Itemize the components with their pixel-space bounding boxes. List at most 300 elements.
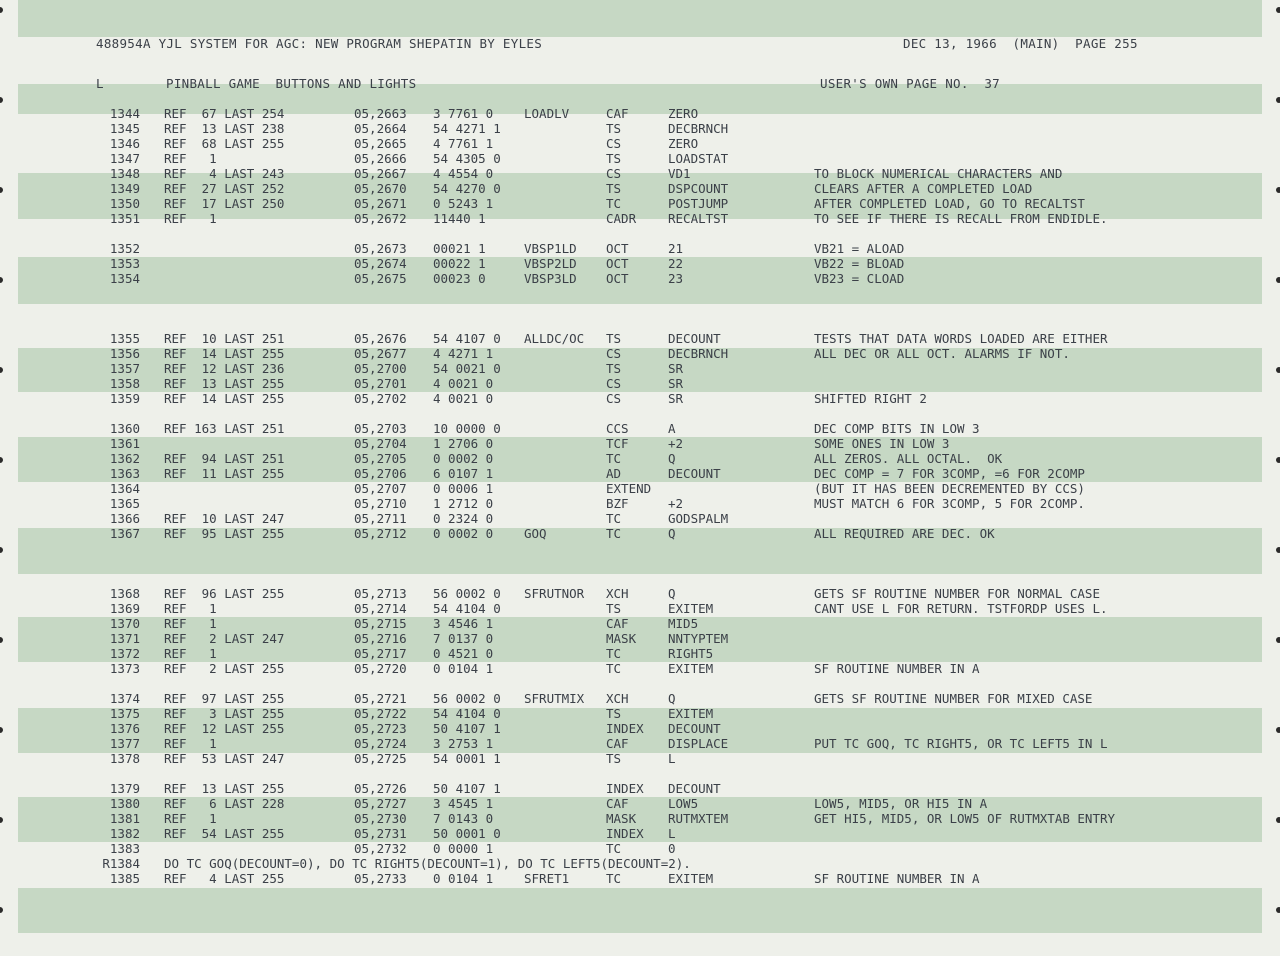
ref-field: REF 17 LAST 250 (164, 196, 285, 211)
listing-line (0, 601, 1280, 616)
operand-field: L (668, 751, 676, 766)
line-number: 1369 (109, 601, 140, 616)
line-number: 1381 (109, 811, 140, 826)
ref-field: REF 12 LAST 236 (164, 361, 285, 376)
addr-field: 05,2717 (354, 646, 407, 661)
line-number: 1362 (109, 451, 140, 466)
operand-field: DISPLACE (668, 736, 729, 751)
code-field: 54 0001 1 (433, 751, 501, 766)
label-field: SFRUTNOR (524, 586, 585, 601)
listing-line (0, 811, 1280, 826)
operand-field: NNTYPTEM (668, 631, 729, 646)
op-field: TS (606, 181, 622, 196)
code-field: 3 7761 0 (433, 106, 494, 121)
ref-field: REF 67 LAST 254 (164, 106, 285, 121)
header-date-page: DEC 13, 1966 (MAIN) PAGE 255 (903, 36, 1138, 51)
addr-field: 05,2676 (354, 331, 407, 346)
addr-field: 05,2706 (354, 466, 407, 481)
comment-field: CANT USE L FOR RETURN. TSTFORDP USES L. (814, 601, 1108, 616)
addr-field: 05,2712 (354, 526, 407, 541)
comment-field: AFTER COMPLETED LOAD, GO TO RECALTST (814, 196, 1085, 211)
ref-field: REF 54 LAST 255 (164, 826, 285, 841)
addr-field: 05,2667 (354, 166, 407, 181)
listing-line (0, 871, 1280, 886)
op-field: TC (606, 841, 622, 856)
ref-field: REF 163 LAST 251 (164, 421, 285, 436)
op-field: AD (606, 466, 622, 481)
operand-field: ZERO (668, 136, 699, 151)
op-field: OCT (606, 256, 629, 271)
line-number: 1358 (109, 376, 140, 391)
label-field: ALLDC/OC (524, 331, 585, 346)
line-number: 1354 (109, 271, 140, 286)
ref-field: REF 13 LAST 238 (164, 121, 285, 136)
line-number: 1373 (109, 661, 140, 676)
addr-field: 05,2663 (354, 106, 407, 121)
listing-line (0, 721, 1280, 736)
label-field: SFRET1 (524, 871, 570, 886)
operand-field: RECALTST (668, 211, 729, 226)
user-page-number: USER'S OWN PAGE NO. 37 (820, 76, 1000, 91)
line-number: 1357 (109, 361, 140, 376)
addr-field: 05,2732 (354, 841, 407, 856)
comment-field: LOW5, MID5, OR HI5 IN A (814, 796, 988, 811)
operand-field: RIGHT5 (668, 646, 714, 661)
code-field: 0 0006 1 (433, 481, 494, 496)
op-field: CS (606, 391, 622, 406)
line-number: 1383 (109, 841, 140, 856)
line-number: 1378 (109, 751, 140, 766)
listing-line (0, 421, 1280, 436)
op-field: CAF (606, 616, 629, 631)
addr-field: 05,2705 (354, 451, 407, 466)
op-field: TS (606, 331, 622, 346)
operand-field: 23 (668, 271, 684, 286)
listing-line (0, 436, 1280, 451)
line-number: 1352 (109, 241, 140, 256)
comment-field: ALL DEC OR ALL OCT. ALARMS IF NOT. (814, 346, 1070, 361)
line-number: 1360 (109, 421, 140, 436)
operand-field: LOW5 (668, 796, 699, 811)
addr-field: 05,2725 (354, 751, 407, 766)
listing-line (0, 166, 1280, 181)
op-field: TS (606, 751, 622, 766)
comment-field: VB21 = ALOAD (814, 241, 905, 256)
code-field: 7 0143 0 (433, 811, 494, 826)
listing-line (0, 256, 1280, 271)
operand-field: L (668, 826, 676, 841)
listing-line (0, 271, 1280, 286)
operand-field: SR (668, 376, 684, 391)
op-field: CS (606, 346, 622, 361)
ref-field: REF 95 LAST 255 (164, 526, 285, 541)
listing-line (0, 586, 1280, 601)
operand-field: DECOUNT (668, 331, 721, 346)
code-field: 4 4554 0 (433, 166, 494, 181)
comment-field: SF ROUTINE NUMBER IN A (814, 871, 980, 886)
op-field: TC (606, 511, 622, 526)
comment-field: ALL REQUIRED ARE DEC. OK (814, 526, 995, 541)
line-number: 1347 (109, 151, 140, 166)
listing-line (0, 526, 1280, 541)
code-field: 4 0021 0 (433, 376, 494, 391)
op-field: MASK (606, 811, 637, 826)
header-program-title: 488954A YJL SYSTEM FOR AGC: NEW PROGRAM SHEPATIN BY EYLES (96, 36, 543, 51)
line-number: R1384 (102, 856, 140, 871)
listing-line (0, 466, 1280, 481)
op-field: CAF (606, 736, 629, 751)
line-number: 1349 (109, 181, 140, 196)
ref-field: REF 53 LAST 247 (164, 751, 285, 766)
line-number: 1359 (109, 391, 140, 406)
addr-field: 05,2674 (354, 256, 407, 271)
addr-field: 05,2675 (354, 271, 407, 286)
op-field: BZF (606, 496, 629, 511)
listing-line (0, 796, 1280, 811)
addr-field: 05,2710 (354, 496, 407, 511)
comment-field: DEC COMP BITS IN LOW 3 (814, 421, 980, 436)
ref-field: REF 10 LAST 247 (164, 511, 285, 526)
addr-field: 05,2666 (354, 151, 407, 166)
listing-line (0, 661, 1280, 676)
code-field: 54 4305 0 (433, 151, 501, 166)
operand-field: Q (668, 691, 676, 706)
code-field: 3 4546 1 (433, 616, 494, 631)
code-field: 4 4271 1 (433, 346, 494, 361)
addr-field: 05,2711 (354, 511, 407, 526)
ref-field: REF 13 LAST 255 (164, 781, 285, 796)
op-field: MASK (606, 631, 637, 646)
line-number: 1377 (109, 736, 140, 751)
operand-field: DSPCOUNT (668, 181, 729, 196)
ref-field: REF 14 LAST 255 (164, 346, 285, 361)
op-field: TS (606, 601, 622, 616)
comment-field: CLEARS AFTER A COMPLETED LOAD (814, 181, 1033, 196)
line-number: 1355 (109, 331, 140, 346)
comment-field: VB22 = BLOAD (814, 256, 905, 271)
ref-field: REF 11 LAST 255 (164, 466, 285, 481)
line-number: 1372 (109, 646, 140, 661)
ref-field: REF 4 LAST 243 (164, 166, 285, 181)
listing-line (0, 841, 1280, 856)
listing-line (0, 106, 1280, 121)
addr-field: 05,2673 (354, 241, 407, 256)
operand-field: 22 (668, 256, 684, 271)
addr-field: 05,2702 (354, 391, 407, 406)
op-field: CS (606, 136, 622, 151)
listing-line (0, 511, 1280, 526)
code-field: 0 0002 0 (433, 451, 494, 466)
code-field: 54 4270 0 (433, 181, 501, 196)
label-field: VBSP1LD (524, 241, 577, 256)
listing-line (0, 826, 1280, 841)
addr-field: 05,2730 (354, 811, 407, 826)
ref-field: REF 13 LAST 255 (164, 376, 285, 391)
addr-field: 05,2715 (354, 616, 407, 631)
line-number: 1370 (109, 616, 140, 631)
listing-line (0, 706, 1280, 721)
operand-field: SR (668, 361, 684, 376)
op-field: TS (606, 361, 622, 376)
label-field: SFRUTMIX (524, 691, 585, 706)
operand-field: Q (668, 526, 676, 541)
listing-line (0, 151, 1280, 166)
addr-field: 05,2723 (354, 721, 407, 736)
operand-field: Q (668, 586, 676, 601)
code-field: 0 4521 0 (433, 646, 494, 661)
ref-field: REF 3 LAST 255 (164, 706, 285, 721)
code-field: 1 2712 0 (433, 496, 494, 511)
comment-field: DEC COMP = 7 FOR 3COMP, =6 FOR 2COMP (814, 466, 1085, 481)
ref-field: REF 2 LAST 247 (164, 631, 285, 646)
operand-field: ZERO (668, 106, 699, 121)
op-field: TS (606, 151, 622, 166)
line-number: 1353 (109, 256, 140, 271)
line-number: 1351 (109, 211, 140, 226)
addr-field: 05,2727 (354, 796, 407, 811)
ref-field: REF 1 (164, 811, 217, 826)
operand-field: DECOUNT (668, 781, 721, 796)
ref-field: REF 10 LAST 251 (164, 331, 285, 346)
op-field: EXTEND (606, 481, 652, 496)
comment-field: MUST MATCH 6 FOR 3COMP, 5 FOR 2COMP. (814, 496, 1085, 511)
addr-field: 05,2704 (354, 436, 407, 451)
addr-field: 05,2713 (354, 586, 407, 601)
listing-line (0, 211, 1280, 226)
label-field: GOQ (524, 526, 547, 541)
ref-field: REF 96 LAST 255 (164, 586, 285, 601)
listing-line (0, 646, 1280, 661)
code-field: 00023 0 (433, 271, 486, 286)
op-field: CCS (606, 421, 629, 436)
operand-field: A (668, 421, 676, 436)
op-field: XCH (606, 691, 629, 706)
code-field: 50 0001 0 (433, 826, 501, 841)
code-field: 56 0002 0 (433, 691, 501, 706)
operand-field: +2 (668, 496, 684, 511)
op-field: TC (606, 646, 622, 661)
listing-line (0, 196, 1280, 211)
op-field: TC (606, 871, 622, 886)
operand-field: MID5 (668, 616, 699, 631)
addr-field: 05,2722 (354, 706, 407, 721)
operand-field: DECBRNCH (668, 121, 729, 136)
line-number: 1348 (109, 166, 140, 181)
ref-field: REF 2 LAST 255 (164, 661, 285, 676)
listing-line (0, 736, 1280, 751)
ref-field: REF 1 (164, 646, 217, 661)
listing-line (0, 751, 1280, 766)
comment-field: SOME ONES IN LOW 3 (814, 436, 950, 451)
addr-field: 05,2664 (354, 121, 407, 136)
addr-field: 05,2716 (354, 631, 407, 646)
ref-field: REF 12 LAST 255 (164, 721, 285, 736)
listing-line (0, 451, 1280, 466)
op-field: INDEX (606, 781, 644, 796)
line-number: 1366 (109, 511, 140, 526)
listing-line (0, 781, 1280, 796)
addr-field: 05,2720 (354, 661, 407, 676)
op-field: TCF (606, 436, 629, 451)
listing-line (0, 241, 1280, 256)
operand-field: DECOUNT (668, 721, 721, 736)
code-field: 56 0002 0 (433, 586, 501, 601)
operand-field: DECOUNT (668, 466, 721, 481)
ref-field: REF 1 (164, 616, 217, 631)
addr-field: 05,2670 (354, 181, 407, 196)
listing-line (0, 481, 1280, 496)
ref-field: REF 1 (164, 151, 217, 166)
ref-field: REF 1 (164, 601, 217, 616)
addr-field: 05,2671 (354, 196, 407, 211)
listing-line (0, 181, 1280, 196)
addr-field: 05,2733 (354, 871, 407, 886)
line-number: 1344 (109, 106, 140, 121)
op-field: TS (606, 121, 622, 136)
listing-line (0, 496, 1280, 511)
code-field: 11440 1 (433, 211, 486, 226)
code-field: 00022 1 (433, 256, 486, 271)
addr-field: 05,2731 (354, 826, 407, 841)
section-title: PINBALL GAME BUTTONS AND LIGHTS (166, 76, 417, 91)
code-field: 54 4104 0 (433, 706, 501, 721)
operand-field: EXITEM (668, 706, 714, 721)
operand-field: EXITEM (668, 601, 714, 616)
line-number: 1368 (109, 586, 140, 601)
ref-field: REF 1 (164, 736, 217, 751)
line-number: 1371 (109, 631, 140, 646)
comment-field: SHIFTED RIGHT 2 (814, 391, 927, 406)
operand-field: RUTMXTEM (668, 811, 729, 826)
ref-field: REF 1 (164, 211, 217, 226)
operand-field: VD1 (668, 166, 691, 181)
operand-field: LOADSTAT (668, 151, 729, 166)
comment-field: TESTS THAT DATA WORDS LOADED ARE EITHER (814, 331, 1108, 346)
comment-field: VB23 = CLOAD (814, 271, 905, 286)
comment-field: GET HI5, MID5, OR LOW5 OF RUTMXTAB ENTRY (814, 811, 1116, 826)
listing-line (0, 376, 1280, 391)
code-field: 3 4545 1 (433, 796, 494, 811)
comment-field: SF ROUTINE NUMBER IN A (814, 661, 980, 676)
ref-field: REF 4 LAST 255 (164, 871, 285, 886)
addr-field: 05,2726 (354, 781, 407, 796)
code-field: 54 4107 0 (433, 331, 501, 346)
listing-line (0, 616, 1280, 631)
line-number: 1350 (109, 196, 140, 211)
code-field: 0 0104 1 (433, 661, 494, 676)
code-field: 0 2324 0 (433, 511, 494, 526)
listing-line (0, 856, 1280, 871)
ref-field: REF 14 LAST 255 (164, 391, 285, 406)
addr-field: 05,2714 (354, 601, 407, 616)
operand-field: GODSPALM (668, 511, 729, 526)
listing-line (0, 346, 1280, 361)
code-field: 3 2753 1 (433, 736, 494, 751)
op-field: XCH (606, 586, 629, 601)
code-field: 0 0002 0 (433, 526, 494, 541)
code-field: 54 4104 0 (433, 601, 501, 616)
op-field: OCT (606, 241, 629, 256)
code-field: 4 0021 0 (433, 391, 494, 406)
op-field: OCT (606, 271, 629, 286)
addr-field: 05,2700 (354, 361, 407, 376)
label-field: VBSP3LD (524, 271, 577, 286)
line-number: 1356 (109, 346, 140, 361)
op-field: TC (606, 661, 622, 676)
listing-line (0, 136, 1280, 151)
section-code: L (96, 76, 104, 91)
comment-field: TO BLOCK NUMERICAL CHARACTERS AND (814, 166, 1063, 181)
operand-field: 0 (668, 841, 676, 856)
op-field: CS (606, 376, 622, 391)
listing-line (0, 391, 1280, 406)
comment-field: TO SEE IF THERE IS RECALL FROM ENDIDLE. (814, 211, 1108, 226)
code-field: 6 0107 1 (433, 466, 494, 481)
ref-field: REF 27 LAST 252 (164, 181, 285, 196)
op-field: TC (606, 196, 622, 211)
op-field: CS (606, 166, 622, 181)
operand-field: EXITEM (668, 661, 714, 676)
ref-field: REF 94 LAST 251 (164, 451, 285, 466)
line-number: 1345 (109, 121, 140, 136)
op-field: CADR (606, 211, 637, 226)
code-field: 0 5243 1 (433, 196, 494, 211)
op-field: INDEX (606, 721, 644, 736)
line-number: 1364 (109, 481, 140, 496)
line-number: 1346 (109, 136, 140, 151)
ref-field: REF 6 LAST 228 (164, 796, 285, 811)
line-number: 1380 (109, 796, 140, 811)
line-number: 1376 (109, 721, 140, 736)
op-field: TC (606, 526, 622, 541)
code-field: 00021 1 (433, 241, 486, 256)
comment-field: GETS SF ROUTINE NUMBER FOR MIXED CASE (814, 691, 1093, 706)
line-number: 1363 (109, 466, 140, 481)
addr-field: 05,2677 (354, 346, 407, 361)
line-number: 1379 (109, 781, 140, 796)
addr-field: 05,2707 (354, 481, 407, 496)
operand-field: Q (668, 451, 676, 466)
listing-line (0, 691, 1280, 706)
comment-field: ALL ZEROS. ALL OCTAL. OK (814, 451, 1003, 466)
line-number: 1385 (109, 871, 140, 886)
operand-field: DECBRNCH (668, 346, 729, 361)
code-field: 1 2706 0 (433, 436, 494, 451)
line-number: 1375 (109, 706, 140, 721)
code-field: 50 4107 1 (433, 721, 501, 736)
addr-field: 05,2724 (354, 736, 407, 751)
addr-field: 05,2703 (354, 421, 407, 436)
operand-field: SR (668, 391, 684, 406)
addr-field: 05,2665 (354, 136, 407, 151)
listing-line (0, 121, 1280, 136)
line-number: 1382 (109, 826, 140, 841)
comment-field: PUT TC GOQ, TC RIGHT5, OR TC LEFT5 IN L (814, 736, 1108, 751)
continuation-text: DO TC GOQ(DECOUNT=0), DO TC RIGHT5(DECOUNT=1), DO TC LEFT5(DECOUNT=2). (164, 856, 691, 871)
comment-field: GETS SF ROUTINE NUMBER FOR NORMAL CASE (814, 586, 1100, 601)
op-field: TS (606, 706, 622, 721)
code-field: 10 0000 0 (433, 421, 501, 436)
code-field: 7 0137 0 (433, 631, 494, 646)
line-number: 1365 (109, 496, 140, 511)
addr-field: 05,2721 (354, 691, 407, 706)
listing-line (0, 631, 1280, 646)
operand-field: POSTJUMP (668, 196, 729, 211)
code-field: 0 0104 1 (433, 871, 494, 886)
code-field: 54 4271 1 (433, 121, 501, 136)
op-field: CAF (606, 796, 629, 811)
code-field: 50 4107 1 (433, 781, 501, 796)
